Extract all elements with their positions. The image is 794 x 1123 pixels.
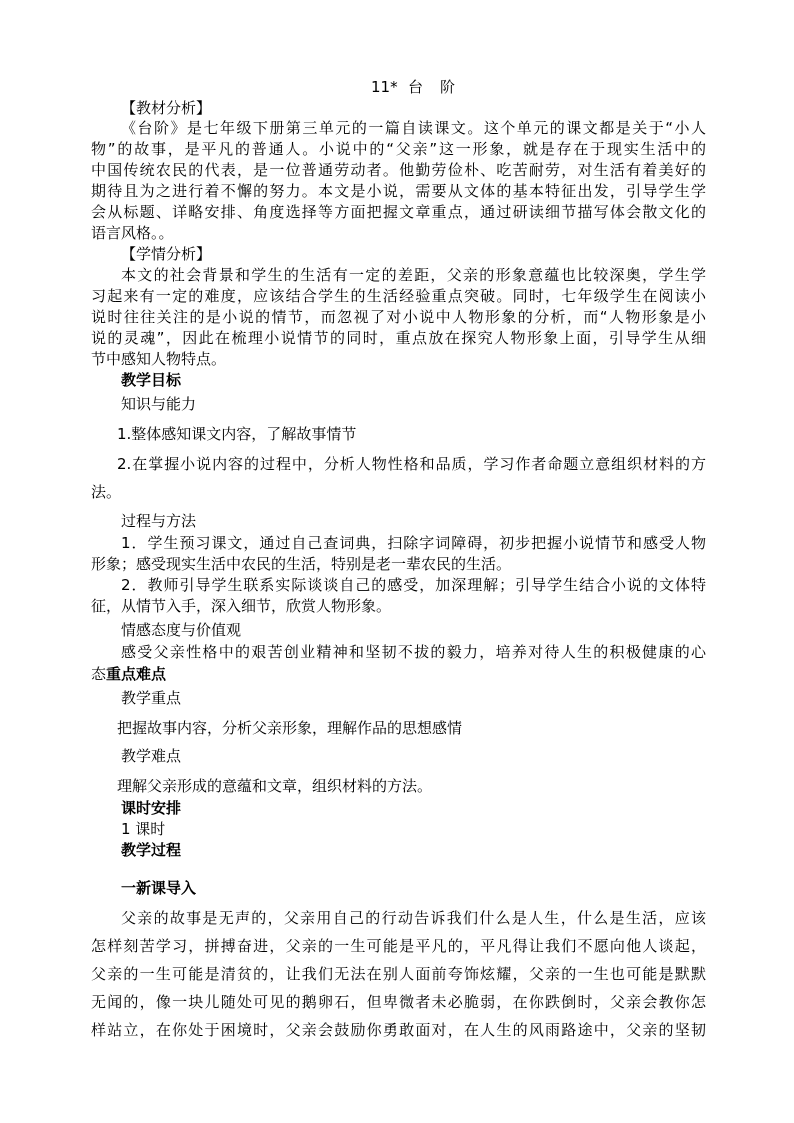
analysis-heading: 【教材分析】 <box>121 99 212 117</box>
analysis-line: 物”的故事，是平凡的普通人。小说中的“父亲”这一形象，就是存在于现实生活中的 <box>91 140 706 158</box>
knowledge-item-2-cont: 法。 <box>91 483 122 501</box>
analysis-line: 期待且为之进行着不懈的努力。本文是小说，需要从文体的基本特征出发，引导学生学 <box>91 182 706 200</box>
title-char-1: 台 <box>408 78 424 96</box>
learning-heading: 【学情分析】 <box>121 245 212 263</box>
title-number: 11* <box>371 78 398 96</box>
difficulty-heading: 教学难点 <box>121 747 182 765</box>
emotion-text-cont <box>91 664 166 684</box>
process-heading: 过程与方法 <box>121 512 197 530</box>
knowledge-heading: 知识与能力 <box>121 395 197 413</box>
learning-line: 说时往往关注的是小说的情节，而忽视了对小说中人物形象的分析，而“人物形象是小 <box>91 308 706 326</box>
goals-heading: 教学目标 <box>121 371 182 389</box>
title-char-2: 阶 <box>440 78 456 96</box>
learning-line: 习起来有一定的难度，应该结合学生的生活经验重点突破。同时，七年级学生在阅读小 <box>91 287 706 305</box>
learning-line: 节中感知人物特点。 <box>91 350 227 368</box>
schedule-text: 1 课时 <box>121 820 166 838</box>
emotion-heading: 情感态度与价值观 <box>121 621 242 639</box>
section-1-heading: 一新课导入 <box>121 879 197 897</box>
analysis-line: 会从标题、详略安排、角度选择等方面把握文章重点，通过研读细节描写体会散文化的 <box>91 203 706 221</box>
emotion-text: 感受父亲性格中的艰苦创业精神和坚韧不拔的毅力，培养对待人生的积极健康的心 <box>121 643 706 661</box>
focus-heading: 教学重点 <box>121 689 182 707</box>
schedule-heading: 课时安排 <box>121 799 182 817</box>
key-difficulty-heading: 重点难点 <box>106 665 167 683</box>
process-item-2: 2．教师引导学生联系实际谈谈自己的感受，加深理解；引导学生结合小说的文体特 <box>121 576 706 594</box>
section-1-line: 父亲的一生可能是清贫的，让我们无法在别人面前夸饰炫耀，父亲的一生也可能是默默 <box>91 965 706 983</box>
emotion-text-end: 态 <box>91 665 107 683</box>
analysis-line: 《台阶》是七年级下册第三单元的一篇自读课文。这个单元的课文都是关于“小人 <box>121 119 706 137</box>
difficulty-text: 理解父亲形成的意蕴和文章，组织材料的方法。 <box>117 777 433 795</box>
section-1-line: 样站立，在你处于困境时，父亲会鼓励你勇敢面对，在人生的风雨路途中，父亲的坚韧 <box>91 1021 706 1039</box>
learning-line: 说的灵魂”，因此在梳理小说情节的同时，重点放在探究人物形象上面，引导学生从细 <box>91 329 706 347</box>
process-item-1-cont: 形象；感受现实生活中农民的生活，特别是老一辈农民的生活。 <box>91 555 512 573</box>
learning-line: 本文的社会背景和学生的生活有一定的差距，父亲的形象意蕴也比较深奥，学生学 <box>121 266 706 284</box>
process-item-1: 1．学生预习课文，通过自己查词典，扫除字词障碍，初步把握小说情节和感受人物 <box>121 534 706 552</box>
knowledge-item-1: 1.整体感知课文内容，了解故事情节 <box>117 425 357 443</box>
process-item-2-cont: 征，从情节入手，深入细节，欣赏人物形象。 <box>91 597 392 615</box>
analysis-line: 语言风格。。 <box>91 224 174 242</box>
section-1-line: 父亲的故事是无声的，父亲用自己的行动告诉我们什么是人生，什么是生活，应该 <box>121 909 706 927</box>
analysis-line: 中国传统农民的代表，是一位普通劳动者。他勤劳俭朴、吃苦耐劳，对生活有着美好的 <box>91 161 706 179</box>
focus-text: 把握故事内容，分析父亲形象，理解作品的思想感情 <box>117 719 463 737</box>
teaching-process-heading: 教学过程 <box>121 841 182 859</box>
section-1-line: 怎样刻苦学习，拼搏奋进，父亲的一生可能是平凡的，平凡得让我们不愿向他人谈起， <box>91 937 706 955</box>
section-1-line: 无闻的，像一块儿随处可见的鹅卵石，但卑微者未必脆弱，在你跌倒时，父亲会教你怎 <box>91 993 706 1011</box>
knowledge-item-2: 2.在掌握小说内容的过程中，分析人物性格和品质，学习作者命题立意组织材料的方 <box>117 455 706 473</box>
